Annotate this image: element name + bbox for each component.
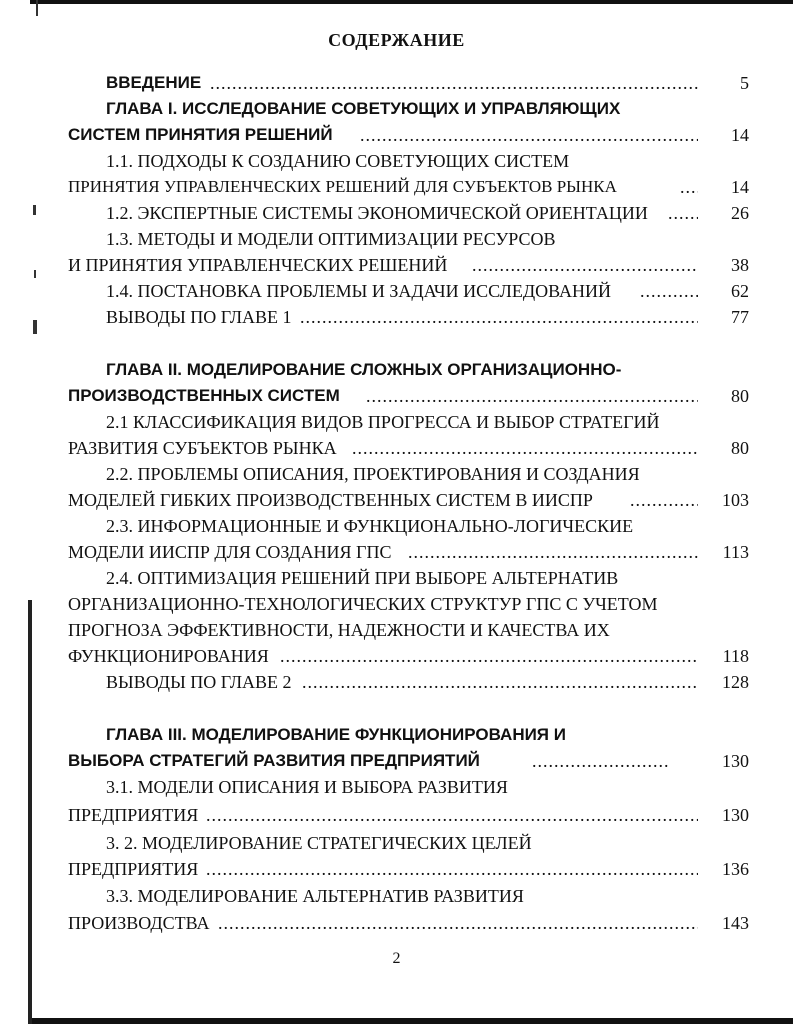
toc-section-1-2: [0, 200, 793, 226]
toc-section-line: [0, 883, 793, 909]
toc-chapter-2-line: [0, 357, 793, 383]
scan-speck: [36, 0, 38, 16]
toc-leader: [630, 487, 698, 513]
toc-section-2-4: [0, 643, 793, 669]
toc-entry-text: ПРОИЗВОДСТВЕННЫХ СИСТЕМ: [68, 386, 340, 405]
toc-section-heading: 3.3. МОДЕЛИРОВАНИЕ АЛЬТЕРНАТИВ РАЗВИТИЯ: [106, 886, 524, 906]
toc-entry-text: МОДЕЛИ ИИСПР ДЛЯ СОЗДАНИЯ ГПС: [68, 542, 392, 562]
toc-entry-text: МОДЕЛЕЙ ГИБКИХ ПРОИЗВОДСТВЕННЫХ СИСТЕМ В ИИСПР: [68, 490, 593, 510]
toc-page-number: 136: [722, 859, 749, 879]
toc-leader: [352, 435, 698, 461]
toc-title: СОДЕРЖАНИЕ: [328, 30, 465, 50]
toc-leader: [680, 174, 698, 200]
toc-section-line: [0, 591, 793, 617]
toc-section-2-3: [0, 539, 793, 565]
toc-section-1-3: [0, 252, 793, 278]
toc-page-number: 38: [731, 255, 749, 275]
toc-page-number: 113: [722, 542, 749, 562]
toc-leader: [218, 910, 698, 936]
toc-entry-text: ПРИНЯТИЯ УПРАВЛЕНЧЕСКИХ РЕШЕНИЙ ДЛЯ СУБЪЕКТОВ РЫНКА: [68, 177, 617, 196]
toc-chapter-3-line: [0, 722, 793, 748]
toc-page-number: 14: [731, 125, 749, 145]
toc-leader: [206, 856, 698, 882]
toc-entry-text: ФУНКЦИОНИРОВАНИЯ: [68, 646, 269, 666]
toc-section-heading: 2.3. ИНФОРМАЦИОННЫЕ И ФУНКЦИОНАЛЬНО-ЛОГИЧЕСКИЕ: [106, 516, 634, 536]
toc-page-number: 77: [731, 307, 749, 327]
toc-entry-text: И ПРИНЯТИЯ УПРАВЛЕНЧЕСКИХ РЕШЕНИЙ: [68, 255, 448, 275]
toc-entry-text: 1.4. ПОСТАНОВКА ПРОБЛЕМЫ И ЗАДАЧИ ИССЛЕДОВАНИЙ: [106, 281, 612, 301]
toc-entry-text: ВВЕДЕНИЕ: [106, 73, 202, 92]
toc-leader: [668, 200, 698, 226]
toc-chapter-1: [0, 122, 793, 148]
toc-leader: [302, 669, 698, 695]
toc-entry-text: ПРЕДПРИЯТИЯ: [68, 859, 199, 879]
toc-chapter-2: [0, 383, 793, 409]
toc-page-number: 128: [722, 672, 749, 692]
toc-section-heading: ПРОГНОЗА ЭФФЕКТИВНОСТИ, НАДЕЖНОСТИ И КАЧЕСТВА ИХ: [68, 620, 610, 640]
toc-leader: [408, 539, 698, 565]
toc-section-line: [0, 461, 793, 487]
toc-page-number: 80: [731, 438, 749, 458]
toc-page-number: 130: [722, 751, 749, 771]
toc-section-heading: 1.3. МЕТОДЫ И МОДЕЛИ ОПТИМИЗАЦИИ РЕСУРСОВ: [106, 229, 556, 249]
toc-section-heading: ОРГАНИЗАЦИОННО-ТЕХНОЛОГИЧЕСКИХ СТРУКТУР ГПС С УЧЕТОМ: [68, 594, 658, 614]
toc-section-1-1: [0, 174, 793, 200]
toc-page-number: 130: [722, 805, 749, 825]
toc-conclusions-1: [0, 304, 793, 330]
toc-page-number: 80: [731, 386, 749, 406]
toc-section-line: [0, 148, 793, 174]
toc-section-2-1: [0, 435, 793, 461]
toc-page-number: 62: [731, 281, 749, 301]
toc-section-1-4: [0, 278, 793, 304]
toc-page-number: 103: [722, 490, 749, 510]
toc-leader: [206, 802, 698, 828]
toc-conclusions-2: [0, 669, 793, 695]
toc-leader: [360, 122, 698, 148]
toc-section-3-1: [0, 802, 793, 828]
toc-entry-text: РАЗВИТИЯ СУБЪЕКТОВ РЫНКА: [68, 438, 337, 458]
toc-entry-text: ВЫБОРА СТРАТЕГИЙ РАЗВИТИЯ ПРЕДПРИЯТИЙ: [68, 751, 480, 770]
toc-entry-text: СИСТЕМ ПРИНЯТИЯ РЕШЕНИЙ: [68, 125, 333, 144]
toc-leader: [300, 304, 698, 330]
toc-section-heading: 2.4. ОПТИМИЗАЦИЯ РЕШЕНИЙ ПРИ ВЫБОРЕ АЛЬТЕРНАТИВ: [106, 568, 619, 588]
toc-section-heading: 3.1. МОДЕЛИ ОПИСАНИЯ И ВЫБОРА РАЗВИТИЯ: [106, 777, 508, 797]
toc-page-number: 118: [722, 646, 749, 666]
scan-edge-top: [30, 0, 793, 4]
toc-chapter-heading: ГЛАВА I. ИССЛЕДОВАНИЕ СОВЕТУЮЩИХ И УПРАВЛЯЮЩИХ: [106, 99, 621, 118]
toc-leader: [640, 278, 698, 304]
toc-section-line: [0, 617, 793, 643]
toc-entry-text: ВЫВОДЫ ПО ГЛАВЕ 1: [106, 307, 292, 327]
toc-page-number: 26: [731, 203, 749, 223]
toc-section-3-3: [0, 910, 793, 936]
toc-section-heading: 2.1 КЛАССИФИКАЦИЯ ВИДОВ ПРОГРЕССА И ВЫБОР СТРАТЕГИЙ: [106, 412, 660, 432]
toc-page-number: 14: [731, 177, 749, 197]
toc-leader: [472, 252, 698, 278]
toc-section-line: [0, 565, 793, 591]
toc-section-heading: 3. 2. МОДЕЛИРОВАНИЕ СТРАТЕГИЧЕСКИХ ЦЕЛЕЙ: [106, 833, 532, 853]
toc-section-line: [0, 774, 793, 800]
toc-chapter-3: [0, 748, 793, 774]
toc-leader: [280, 643, 698, 669]
toc-chapter-1-line: [0, 96, 793, 122]
toc-leader: [210, 70, 698, 96]
toc-section-heading: 2.2. ПРОБЛЕМЫ ОПИСАНИЯ, ПРОЕКТИРОВАНИЯ И СОЗДАНИЯ: [106, 464, 640, 484]
toc-page-number: 143: [722, 913, 749, 933]
toc-section-line: [0, 409, 793, 435]
toc-section-2-2: [0, 487, 793, 513]
toc-page-number: 5: [740, 73, 749, 93]
toc-entry-intro: [0, 70, 793, 96]
scan-edge-bottom: [30, 1018, 793, 1024]
toc-entry-text: ПРЕДПРИЯТИЯ: [68, 805, 199, 825]
toc-leader: [366, 383, 698, 409]
page-number: 2: [392, 950, 401, 967]
toc-leader: [532, 748, 668, 774]
toc-entry-text: ВЫВОДЫ ПО ГЛАВЕ 2: [106, 672, 292, 692]
toc-section-line: [0, 830, 793, 856]
toc-section-heading: 1.1. ПОДХОДЫ К СОЗДАНИЮ СОВЕТУЮЩИХ СИСТЕМ: [106, 151, 570, 171]
toc-section-line: [0, 226, 793, 252]
toc-section-line: [0, 513, 793, 539]
toc-chapter-heading: ГЛАВА III. МОДЕЛИРОВАНИЕ ФУНКЦИОНИРОВАНИЯ И: [106, 725, 566, 744]
toc-entry-text: ПРОИЗВОДСТВА: [68, 913, 210, 933]
toc-chapter-heading: ГЛАВА II. МОДЕЛИРОВАНИЕ СЛОЖНЫХ ОРГАНИЗАЦИОННО-: [106, 360, 622, 379]
toc-section-3-2: [0, 856, 793, 882]
toc-entry-text: 1.2. ЭКСПЕРТНЫЕ СИСТЕМЫ ЭКОНОМИЧЕСКОЙ ОРИЕНТАЦИИ: [106, 203, 648, 223]
